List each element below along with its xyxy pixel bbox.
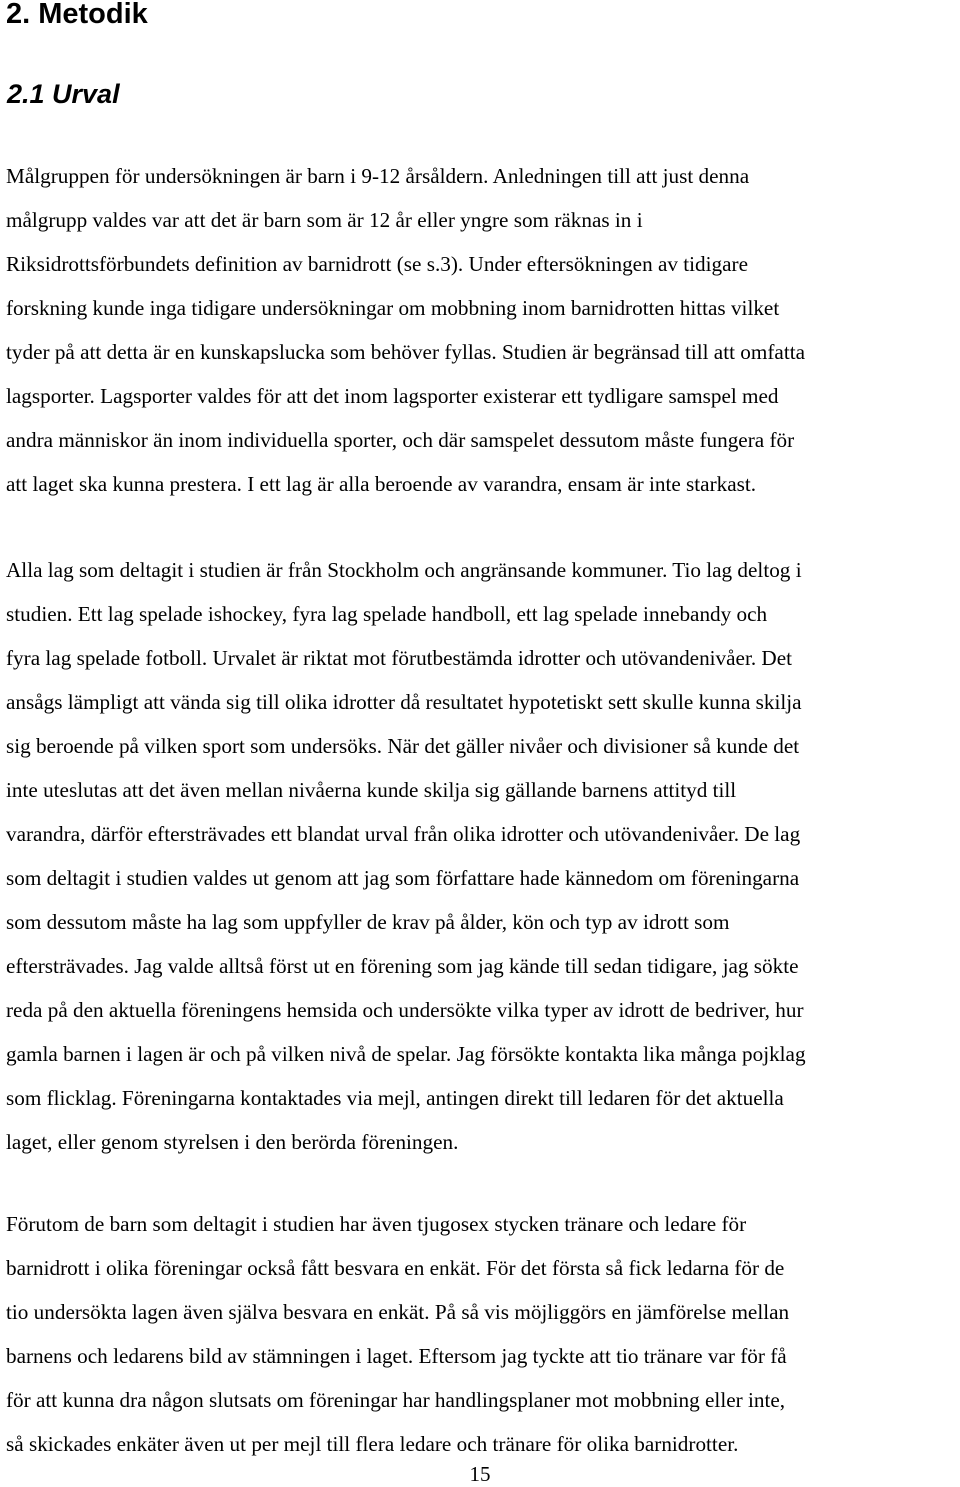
paragraph-line: laget, eller genom styrelsen i den berörda föreningen. [6,1130,459,1154]
paragraph-line: Förutom de barn som deltagit i studien har även tjugosex stycken tränare och ledare för [6,1212,747,1236]
paragraph-line: tio undersökta lagen även själva besvara en enkät. På så vis möjliggörs en jämförelse mellan [6,1300,790,1324]
paragraph-line: ansågs lämpligt att vända sig till olika idrotter då resultatet hypotetiskt sett skulle kunna skilja [6,690,802,714]
paragraph-line: Målgruppen för undersökningen är barn i 9-12 årsåldern. Anledningen till att just denna [6,164,750,188]
paragraph-line: målgrupp valdes var att det är barn som är 12 år eller yngre som räknas in i [6,208,643,232]
paragraph-line: som flicklag. Föreningarna kontaktades via mejl, antingen direkt till ledaren för det aktuella [6,1086,784,1110]
paragraph-line: andra människor än inom individuella sporter, och där samspelet dessutom måste fungera för [6,428,795,452]
paragraph-line: forskning kunde inga tidigare undersökningar om mobbning inom barnidrotten hittas vilket [6,296,780,320]
paragraph-line: reda på den aktuella föreningens hemsida och undersökte vilka typer av idrott de bedriver, hur [6,998,804,1022]
section-heading: 2.1 Urval [7,79,120,109]
paragraph-line: sig beroende på vilken sport som undersöks. När det gäller nivåer och divisioner så kunde det [6,734,800,758]
paragraph-line: Riksidrottsförbundets definition av barnidrott (se s.3). Under eftersökningen av tidigare [6,252,748,276]
paragraph-line: tyder på att detta är en kunskapslucka som behöver fyllas. Studien är begränsad till att omfatta [6,340,805,364]
paragraph-line: barnidrott i olika föreningar också fått besvara en enkät. För det första så fick ledarna för de [6,1256,785,1280]
paragraph-coaches [6,1202,789,1466]
paragraph-line: som dessutom måste ha lag som uppfyller de krav på ålder, kön och typ av idrott som [6,910,730,934]
paragraph-line: lagsporter. Lagsporter valdes för att det inom lagsporter existerar ett tydligare samspel med [6,384,779,408]
paragraph-line: så skickades enkäter även ut per mejl till flera ledare och tränare för olika barnidrotter. [6,1432,739,1456]
paragraph-line: inte uteslutas att det även mellan nivåerna kunde skilja sig gällande barnens attityd till [6,778,737,802]
paragraph-target-group [6,154,805,506]
paragraph-line: fyra lag spelade fotboll. Urvalet är riktat mot förutbestämda idrotter och utövandenivåer. Det [6,646,793,670]
chapter-heading: 2. Metodik [6,0,148,30]
paragraph-line: gamla barnen i lagen är och på vilken nivå de spelar. Jag försökte kontakta lika många pojklag [6,1042,806,1066]
paragraph-line: Alla lag som deltagit i studien är från Stockholm och angränsande kommuner. Tio lag deltog i [6,558,802,582]
paragraph-selection [6,548,806,1164]
paragraph-line: studien. Ett lag spelade ishockey, fyra lag spelade handboll, ett lag spelade innebandy och [6,602,768,626]
paragraph-line: för att kunna dra någon slutsats om föreningar har handlingsplaner mot mobbning eller inte, [6,1388,786,1412]
paragraph-line: att laget ska kunna prestera. I ett lag är alla beroende av varandra, ensam är inte starkast. [6,472,757,496]
paragraph-line: som deltagit i studien valdes ut genom att jag som författare hade kännedom om föreningarna [6,866,800,890]
paragraph-line: varandra, därför eftersträvades ett blandat urval från olika idrotter och utövandenivåer. De lag [6,822,801,846]
page-number: 15 [469,1462,491,1486]
paragraph-line: barnens och ledarens bild av stämningen i laget. Eftersom jag tyckte att tio tränare var för få [6,1344,787,1368]
paragraph-line: eftersträvades. Jag valde alltså först ut en förening som jag kände till sedan tidigare, jag sökte [6,954,799,978]
